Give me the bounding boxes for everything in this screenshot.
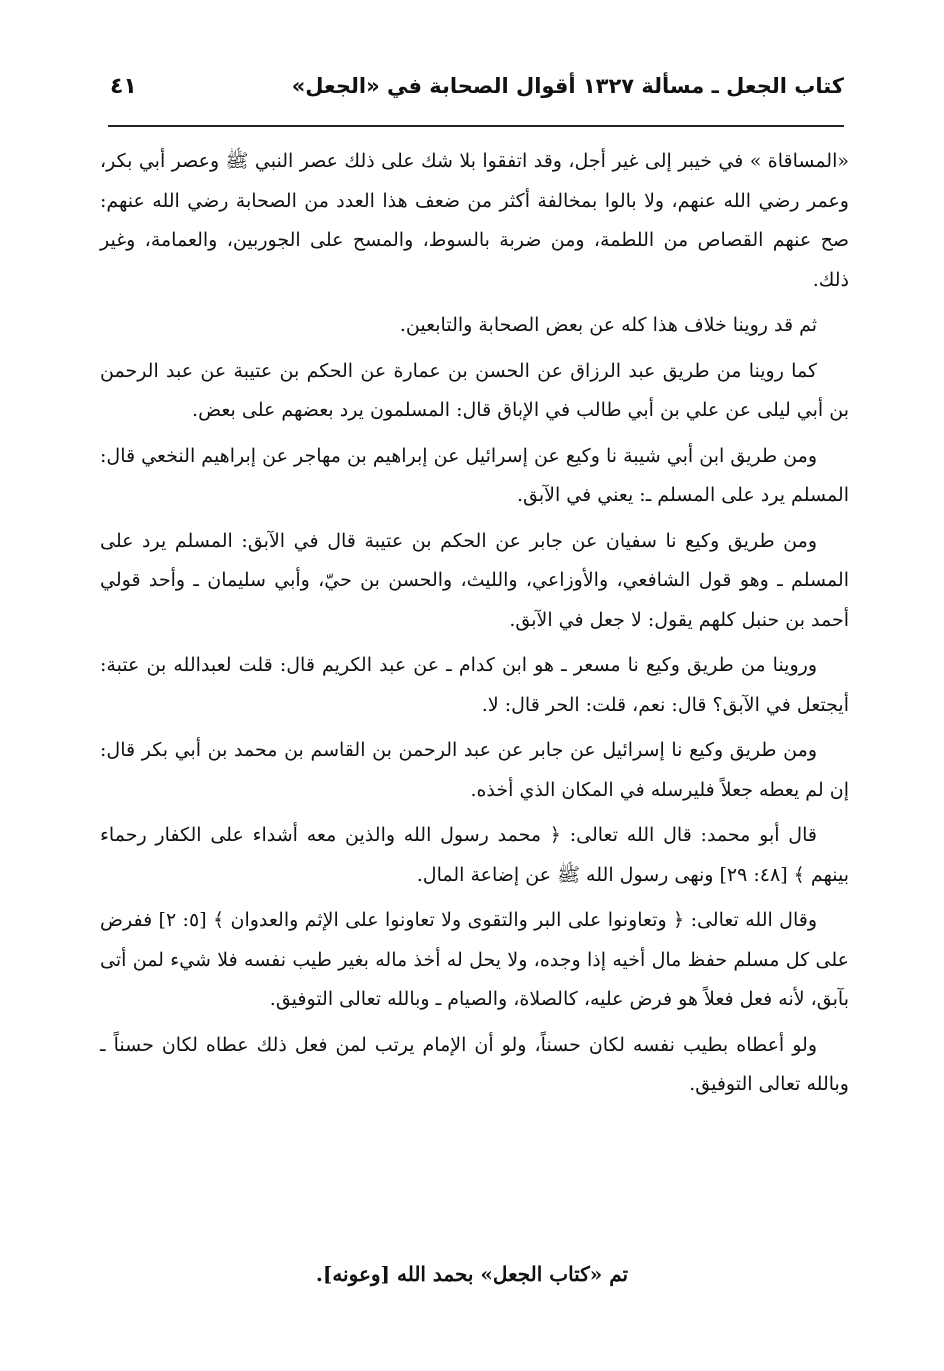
paragraph-6: وروينا من طريق وكيع نا مسعر ـ هو ابن كدام ـ عن عبد الكريم قال: قلت لعبدالله بن عتبة: أيجتعل في الآبق؟ قال: نعم، قلت: الحر قال: لا. xyxy=(100,654,849,716)
paragraph-4: ومن طريق ابن أبي شيبة نا وكيع عن إسرائيل عن إبراهيم بن مهاجر عن إبراهيم النخعي قال: المسلم يرد على المسلم ـ: يعني في الآبق. xyxy=(100,444,849,506)
paragraph-8: قال أبو محمد: قال الله تعالى: ﴿ محمد رسول الله والذين معه أشداء على الكفار رحماء بينهم ﴾ [٤٨: ٢٩] ونهى رسول الله ﷺ عن إضاعة المال. xyxy=(100,824,849,886)
paragraph-5: ومن طريق وكيع نا سفيان عن جابر عن الحكم بن عتيبة قال في الآبق: المسلم يرد على المسلم ـ وهو قول الشافعي، والأوزاعي، والليث، والحسن بن حيّ، وأبي سليمان ـ وأحد قولي أحمد بن حنبل كلهم يقول: لا جعل في الآبق. xyxy=(100,529,849,631)
paragraph-10: ولو أعطاه بطيب نفسه لكان حسناً، ولو أن الإمام يرتب لمن فعل ذلك عطاه لكان حسناً ـ وبالله تعالى التوفيق. xyxy=(100,1033,849,1095)
running-head: كتاب الجعل ـ مسألة ١٣٢٧ أقوال الصحابة في «الجعل» xyxy=(291,74,844,98)
paragraph-9: وقال الله تعالى: ﴿ وتعاونوا على البر والتقوى ولا تعاونوا على الإثم والعدوان ﴾ [٥: ٢] ففرض على كل مسلم حفظ مال أخيه إذا وجده، ولا يحل له أخذ ماله بغير طيب نفسه فلا شيء لمن أتى بآبق، لأنه فعل فعلاً هو فرض عليه، كالصلاة، والصيام ـ وبالله تعالى التوفيق. xyxy=(100,909,849,1010)
paragraph-3: كما روينا من طريق عبد الرزاق عن الحسن بن عمارة عن الحكم بن عتيبة عن عبد الرحمن بن أبي ليلى عن علي بن أبي طالب في الإباق قال: المسلمون يرد بعضهم على بعض. xyxy=(100,359,849,421)
page-number: ٤١ xyxy=(110,74,137,99)
paragraph-7: ومن طريق وكيع نا إسرائيل عن جابر عن عبد الرحمن بن القاسم بن محمد بن أبي بكر قال: إن لم يعطه جعلاً فليرسله في المكان الذي أخذه. xyxy=(100,739,849,801)
header-rule xyxy=(108,125,844,127)
closing-line: تم «كتاب الجعل» بحمد الله [وعونه]. xyxy=(315,1262,629,1286)
paragraph-2: ثم قد روينا خلاف هذا كله عن بعض الصحابة والتابعين. xyxy=(399,314,817,336)
paragraph-1: «المساقاة » في خيبر إلى غير أجل، وقد اتفقوا بلا شك على ذلك عصر النبي ﷺ وعصر أبي بكر، وعمر رضي الله عنهم، ولا بالوا بمخالفة أكثر من ضعف هذا العدد من الصحابة رضي الله عنهم: صح عنهم القصاص من اللطمة، ومن ضربة بالسوط، والمسح على الجوربين، والعمامة، وغير ذلك. xyxy=(100,150,849,291)
page-header xyxy=(110,70,844,110)
page-body xyxy=(100,142,849,1111)
